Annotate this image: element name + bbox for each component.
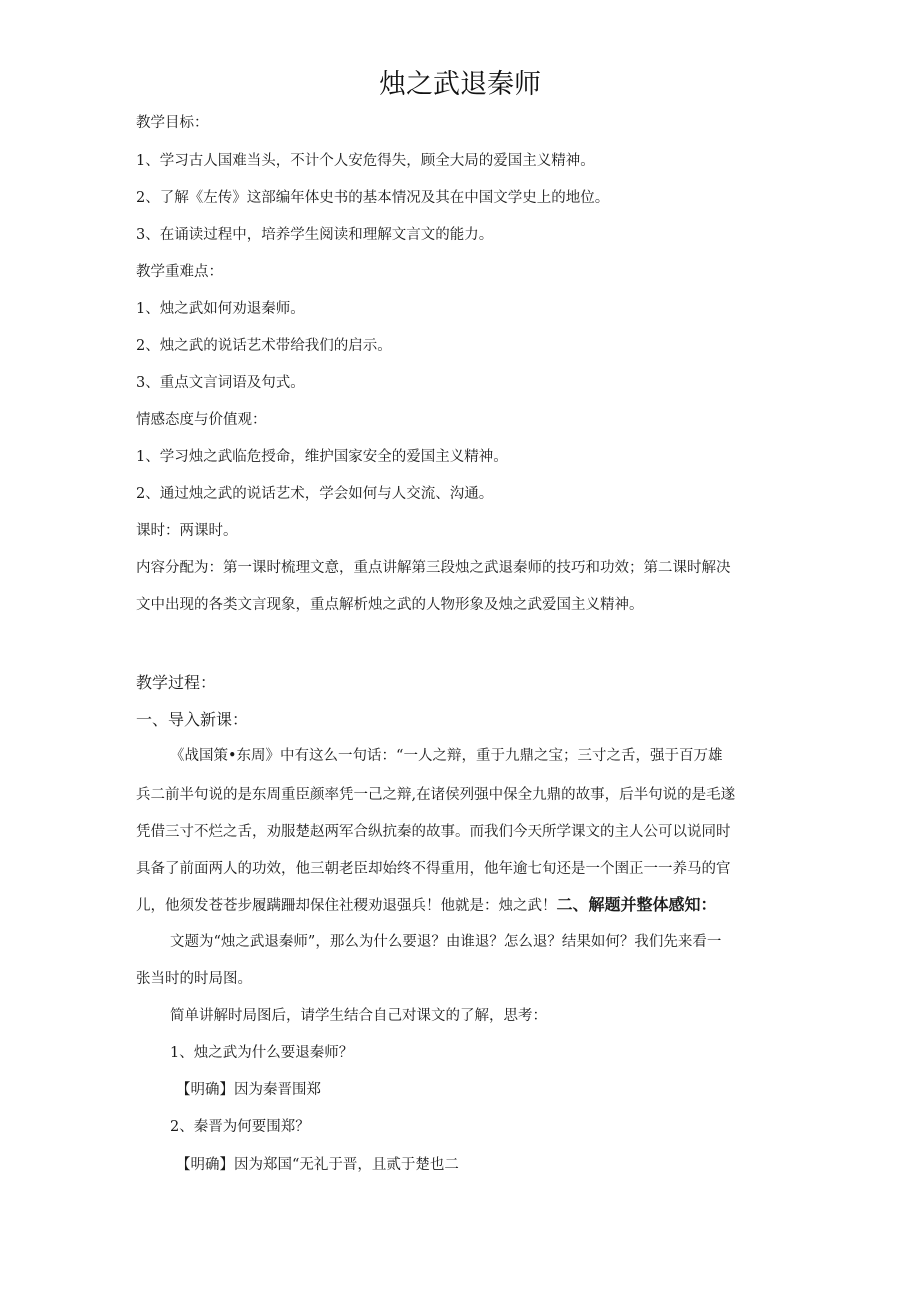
answer-2: 【明确】因为郑国“无礼于晋，且贰于楚也二	[176, 1157, 459, 1173]
objectives-heading: 教学目标：	[136, 115, 209, 131]
values-heading: 情感态度与价值观：	[136, 412, 267, 428]
question-1: 1、烛之武为什么要退秦师？	[170, 1045, 354, 1061]
intro-line-2: 兵二前半句说的是东周重臣颜率凭一己之辩,在诸侯列强中保全九鼎的故事，后半句说的是毛遂	[136, 787, 736, 803]
question-2: 2、秦晋为何要围郑？	[170, 1119, 310, 1135]
values-item-1: 1、学习烛之武临危授命，维护国家安全的爱国主义精神。	[136, 449, 508, 465]
objective-item-1: 1、学习古人国难当头，不计个人安危得失，顾全大局的爱国主义精神。	[136, 153, 595, 169]
section-1-heading: 一、导入新课：	[136, 710, 249, 729]
intro-line-1: 《战国策•东周》中有这么一句话：“一人之辩，重于九鼎之宝；三寸之舌，强于百万雄	[170, 748, 723, 764]
process-heading: 教学过程：	[136, 673, 217, 692]
allocation-line-2: 文中出现的各类文言现象，重点解析烛之武的人物形象及烛之武爱国主义精神。	[136, 597, 644, 613]
values-item-2: 2、通过烛之武的说话艺术，学会如何与人交流、沟通。	[136, 486, 494, 502]
key-point-item-1: 1、烛之武如何劝退秦师。	[136, 301, 305, 317]
answer-1: 【明确】因为秦晋围郑	[176, 1082, 321, 1098]
key-point-item-2: 2、烛之武的说话艺术带给我们的启示。	[136, 338, 392, 354]
section-2-heading: 二、解题并整体感知：	[556, 895, 717, 914]
section-2-prompt: 简单讲解时局图后，请学生结合自己对课文的了解，思考：	[170, 1008, 547, 1024]
key-point-item-3: 3、重点文言词语及句式。	[136, 375, 305, 391]
objective-item-3: 3、在诵读过程中，培养学生阅读和理解文言文的能力。	[136, 227, 494, 243]
class-hours: 课时：两课时。	[136, 523, 238, 539]
page-title: 烛之武退秦师	[379, 69, 541, 100]
intro-line-4: 具备了前面两人的功效，他三朝老臣却始终不得重用，他年逾七旬还是一个圉正一一养马的官	[136, 861, 731, 877]
allocation-line-1: 内容分配为：第一课时梳理文意，重点讲解第三段烛之武退秦师的技巧和功效；第二课时解决	[136, 560, 731, 576]
intro-line-3: 凭借三寸不烂之舌，劝服楚赵两军合纵抗秦的故事。而我们今天所学课文的主人公可以说同时	[136, 824, 731, 840]
objective-item-2: 2、了解《左传》这部编年体史书的基本情况及其在中国文学史上的地位。	[136, 190, 610, 206]
section-2-para-line-1: 文题为“烛之武退秦师”，那么为什么要退？由谁退？怎么退？结果如何？我们先来看一	[170, 934, 722, 950]
intro-last-text: 儿，他须发苍苍步履蹒跚却保住社稷劝退强兵！他就是：烛之武！	[136, 898, 557, 914]
intro-line-5	[136, 895, 717, 916]
key-points-heading: 教学重难点：	[136, 264, 223, 280]
section-2-para-line-2: 张当时的时局图。	[136, 971, 252, 987]
